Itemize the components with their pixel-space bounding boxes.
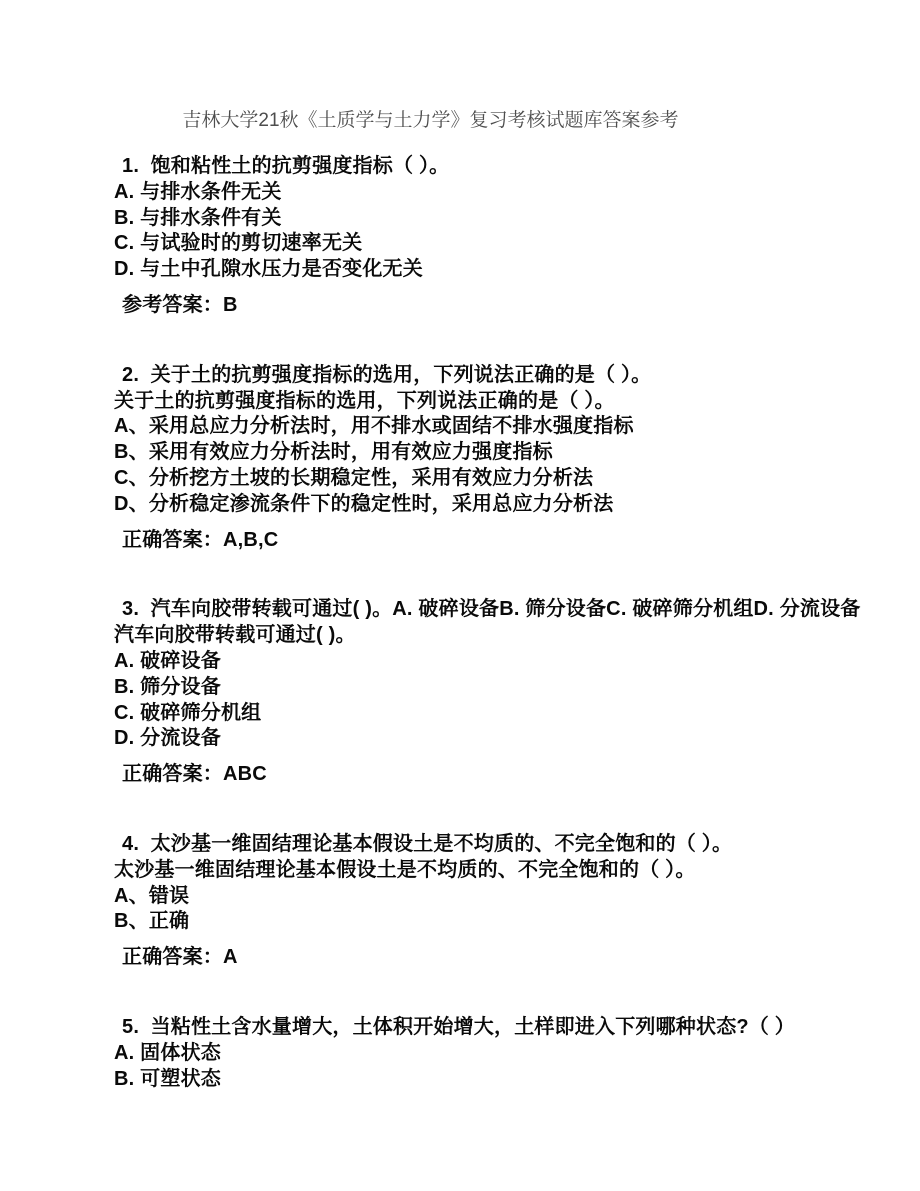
question-2-option-b: B、采用有效应力分析法时，用有效应力强度指标: [114, 441, 553, 464]
question-3-option-c: C. 破碎筛分机组: [114, 701, 262, 724]
page-title: 吉林大学21秋《土质学与土力学》复习考核试题库答案参考: [182, 110, 679, 131]
question-3-stem-repeat: 汽车向胶带转载可通过( )。: [114, 624, 356, 647]
question-block-1: [114, 154, 920, 319]
question-3-option-a: A. 破碎设备: [114, 649, 221, 672]
question-2-option-d: D、分析稳定渗流条件下的稳定性时，采用总应力分析法: [114, 492, 614, 515]
question-2-option-a: A、采用总应力分析法时，用不排水或固结不排水强度指标: [114, 415, 634, 438]
question-1-option-d: D. 与土中孔隙水压力是否变化无关: [114, 258, 423, 281]
question-5-option-a: A. 固体状态: [114, 1041, 221, 1064]
question-4-option-b: B、正确: [114, 910, 190, 933]
question-2-stem-repeat: 关于土的抗剪强度指标的选用，下列说法正确的是（ ）。: [114, 389, 615, 412]
question-5-stem: 5. 当粘性土含水量增大，土体积开始增大，土样即进入下列哪种状态?（ ）: [122, 1015, 795, 1038]
question-1-answer: 参考答案：B: [122, 293, 238, 316]
question-block-5: [114, 1015, 920, 1092]
question-block-3: [114, 597, 920, 788]
question-1-option-a: A. 与排水条件无关: [114, 180, 282, 203]
question-4-option-a: A、错误: [114, 884, 190, 907]
question-3-option-b: B. 筛分设备: [114, 675, 221, 698]
question-block-2: [114, 363, 920, 554]
question-3-answer: 正确答案：ABC: [122, 763, 267, 786]
question-4-stem: 4. 太沙基一维固结理论基本假设土是不均质的、不完全饱和的（ ）。: [122, 832, 733, 855]
question-2-answer: 正确答案：A,B,C: [122, 528, 279, 551]
question-block-4: [114, 832, 920, 971]
question-2-option-c: C、分析挖方土坡的长期稳定性，采用有效应力分析法: [114, 466, 594, 489]
question-1-option-b: B. 与排水条件有关: [114, 206, 282, 229]
question-5-option-b: B. 可塑状态: [114, 1067, 221, 1090]
question-2-stem: 2. 关于土的抗剪强度指标的选用，下列说法正确的是（ ）。: [122, 363, 652, 386]
question-4-stem-repeat: 太沙基一维固结理论基本假设土是不均质的、不完全饱和的（ ）。: [114, 858, 696, 881]
question-4-answer: 正确答案：A: [122, 946, 238, 969]
question-3-option-d: D. 分流设备: [114, 727, 221, 750]
question-1-option-c: C. 与试验时的剪切速率无关: [114, 232, 363, 255]
question-1-stem: 1. 饱和粘性土的抗剪强度指标（ ）。: [122, 155, 450, 177]
question-3-stem: 3. 汽车向胶带转载可通过( )。A. 破碎设备B. 筛分设备C. 破碎筛分机组D. 分流设备: [122, 598, 861, 621]
